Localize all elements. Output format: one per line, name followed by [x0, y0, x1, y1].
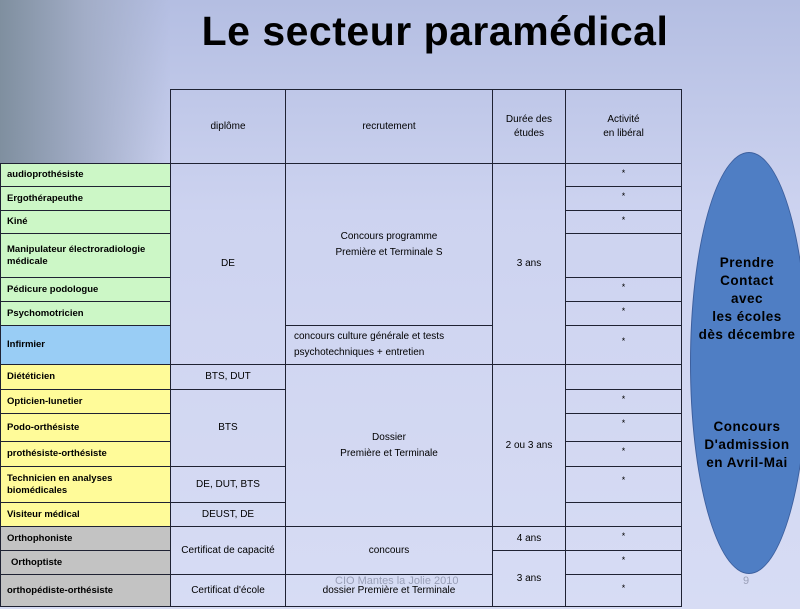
recrutement-culture-line1: concours culture générale et tests: [294, 331, 445, 342]
row-label-manipulateur-line2: médicale: [7, 255, 48, 267]
header-activite-line1: Activité: [607, 113, 640, 125]
oval-top-line2: Contact: [720, 273, 774, 288]
row-label-opticien: Opticien-lunetier: [0, 389, 171, 414]
recrutement-culture-generale: [285, 325, 493, 365]
activite-opticien: *: [565, 389, 682, 414]
oval-top-line5: dès décembre: [698, 327, 796, 342]
info-oval: [690, 152, 800, 574]
activite-podo-orthesiste: *: [565, 413, 682, 442]
header-activite-line2: en libéral: [603, 127, 644, 139]
row-label-orthophoniste: Orthophoniste: [0, 526, 171, 551]
header-duree-line2: études: [513, 127, 545, 139]
row-label-kine: Kiné: [0, 210, 171, 234]
oval-top-line4: les écoles: [712, 309, 782, 324]
footer-page-number: 9: [743, 575, 750, 587]
header-activite: [565, 89, 682, 164]
activite-kine: *: [565, 210, 682, 234]
activite-visiteur: [565, 502, 682, 527]
diplome-de-dut-bts: DE, DUT, BTS: [170, 466, 286, 503]
slide-title: Le secteur paramédical: [201, 8, 669, 54]
duree-3-ans: 3 ans: [492, 163, 566, 365]
recrutement-dossier-line2: Première et Terminale: [340, 447, 438, 459]
oval-bottom-line2: D'admission: [704, 437, 790, 452]
row-label-infirmier: Infirmier: [0, 325, 171, 365]
recrutement-dossier-line1: Dossier: [372, 431, 406, 443]
row-label-podo-orthesiste: Podo-orthésiste: [0, 413, 171, 442]
duree-4-ans: 4 ans: [492, 526, 566, 551]
activite-orthophoniste: *: [565, 526, 682, 551]
recrutement-concours-programme: [285, 163, 493, 326]
row-label-orthoptiste: Orthoptiste: [0, 550, 171, 575]
header-diplome: diplôme: [170, 89, 286, 164]
slide-corner-gradient: [0, 0, 170, 165]
diplome-bts-dut: BTS, DUT: [170, 364, 286, 390]
activite-technicien: *: [565, 466, 682, 503]
activite-dieteticien: [565, 364, 682, 390]
row-label-pedicure: Pédicure podologue: [0, 277, 171, 302]
oval-prendre-contact: [688, 254, 800, 344]
activite-orthopediste: *: [565, 574, 682, 607]
header-duree-line1: Durée des: [505, 113, 553, 125]
recrutement-concours-line2: Première et Terminale S: [335, 246, 443, 258]
activite-audioprothesiste: *: [565, 163, 682, 187]
header-duree: [492, 89, 566, 164]
diplome-de: DE: [170, 163, 286, 365]
recrutement-culture-line2: psychotechniques + entretien: [294, 347, 425, 358]
oval-top-line3: avec: [730, 291, 764, 306]
recrutement-dossier-premiere: dossier Première et Terminale: [285, 574, 493, 607]
oval-bottom-line1: Concours: [713, 419, 781, 434]
row-label-technicien: [0, 466, 171, 503]
footer-source: CIO Mantes la Jolie 2010: [335, 575, 459, 587]
row-label-audioprothesiste: audioprothésiste: [0, 163, 171, 187]
diplome-certificat-ecole: Certificat d'école: [170, 574, 286, 607]
recrutement-concours: concours: [285, 526, 493, 575]
activite-infirmier: *: [565, 325, 682, 365]
diplome-certificat-capacite: Certificat de capacité: [170, 526, 286, 575]
activite-manipulateur: [565, 233, 682, 278]
oval-bottom-line3: en Avril-Mai: [706, 455, 788, 470]
row-label-prothesiste: prothésiste-orthésiste: [0, 441, 171, 467]
diplome-bts: BTS: [170, 389, 286, 467]
oval-top-line1: Prendre: [719, 255, 775, 270]
row-label-technicien-line1: Technicien en analyses: [7, 472, 113, 484]
row-label-orthopediste: orthopédiste-orthésiste: [0, 574, 171, 607]
row-label-manipulateur-line1: Manipulateur électroradiologie: [7, 243, 146, 255]
activite-ergotherapeuthe: *: [565, 186, 682, 211]
activite-prothesiste: *: [565, 441, 682, 467]
row-label-dieteticien: Diététicien: [0, 364, 171, 390]
oval-concours: [688, 418, 800, 472]
recrutement-dossier: [285, 364, 493, 527]
activite-psychomotricien: *: [565, 301, 682, 326]
activite-orthoptiste: *: [565, 550, 682, 575]
diplome-deust-de: DEUST, DE: [170, 502, 286, 527]
recrutement-concours-line1: Concours programme: [340, 230, 438, 242]
row-label-psychomotricien: Psychomotricien: [0, 301, 171, 326]
duree-2-ou-3-ans: 2 ou 3 ans: [492, 364, 566, 527]
row-label-ergotherapeuthe: Ergothérapeuthe: [0, 186, 171, 211]
activite-pedicure: *: [565, 277, 682, 302]
header-recrutement: recrutement: [285, 89, 493, 164]
row-label-technicien-line2: biomédicales: [7, 484, 68, 496]
duree-3-ans-b: 3 ans: [492, 550, 566, 607]
row-label-visiteur: Visiteur médical: [0, 502, 171, 527]
row-label-manipulateur: [0, 233, 171, 278]
